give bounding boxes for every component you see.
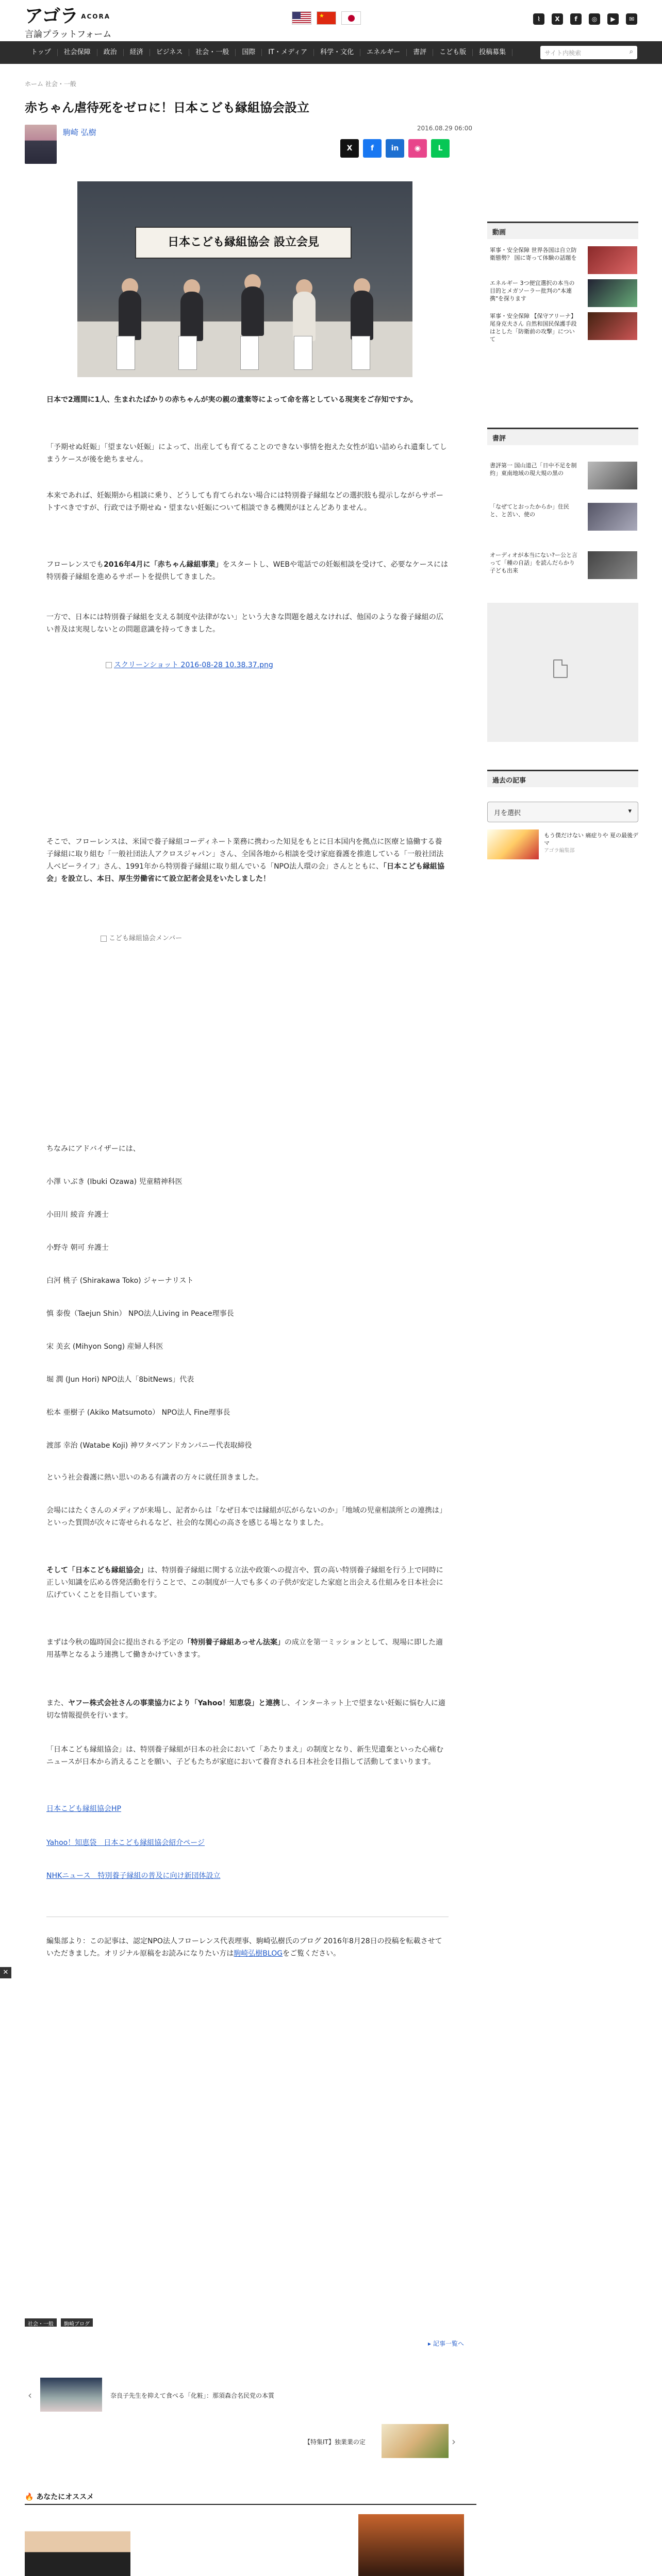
person	[293, 292, 316, 341]
person	[119, 291, 141, 340]
broken-image-icon	[106, 662, 112, 668]
author-avatar[interactable]	[25, 125, 57, 164]
article-title: 赤ちゃん虐待死をゼロに！日本こども縁組協会設立	[25, 100, 309, 115]
nav-item[interactable]: エネルギー	[360, 49, 407, 56]
facebook-icon[interactable]: f	[570, 13, 582, 25]
recommend-header: 🔥 あなたにオススメ	[25, 2492, 476, 2505]
name-plate	[240, 336, 259, 370]
chevron-left-icon: ‹	[28, 2389, 32, 2401]
advisor-item: 堀 潤 (Jun Hori) NPO法人「8bitNews」代表	[46, 1376, 194, 1384]
advisor-item: 慎 泰俊（Taejun Shin） NPO法人Living in Peace理事長	[46, 1310, 234, 1318]
sidebar-video-item[interactable]: エネルギー 3つ便宜選択の本当の目的とメガソーラー批判の"本連携"を探ります	[490, 279, 637, 308]
site-header	[0, 0, 662, 41]
site-logo[interactable]: アゴラ $^{ACORA}$ 言論プラットフォーム	[25, 6, 133, 36]
book-thumbnail	[588, 503, 637, 531]
sidebar-archive-header: 過去の記事	[487, 770, 638, 787]
press-conference-photo	[77, 181, 412, 377]
ad-placeholder	[487, 603, 638, 742]
name-plate	[352, 336, 370, 370]
person	[351, 291, 373, 340]
category-tag[interactable]: 駒崎ブログ	[61, 2318, 93, 2327]
category-tag[interactable]: 社会・一般	[25, 2318, 57, 2327]
nav-item[interactable]: ビジネス	[150, 49, 190, 56]
nav-item[interactable]: 社会保障	[58, 49, 97, 56]
youtube-icon[interactable]: ▶	[607, 13, 619, 25]
sidebar-book-item[interactable]: 書評第一 国山道己「日中不足を制約」東南地域の現大規の黒の	[490, 462, 637, 490]
share-linkedin-icon[interactable]: in	[386, 139, 404, 158]
name-plate	[178, 336, 197, 370]
article-paragraph: 本来であれば、妊娠期から相談に乗り、どうしても育てられない場合には特別養子縁組などの選択肢も提示しながらサポートすべきですが、行政では予期せぬ・望まない妊娠について相談できる機関がほとんどありません。	[46, 492, 443, 512]
nav-item[interactable]: トップ	[25, 49, 58, 56]
ad-image	[487, 829, 539, 859]
name-plate	[294, 336, 312, 370]
advisor-item: 小野寺 朝可 弁護士	[46, 1244, 109, 1252]
book-thumbnail	[588, 462, 637, 489]
advisor-item: 宋 美玄 (Mihyon Song) 産婦人科医	[46, 1343, 163, 1351]
back-to-list-link[interactable]: ▸ 記事一覧へ	[428, 2340, 464, 2347]
article-paragraph: 会場にはたくさんのメディアが来場し、記者からは「なぜ日本では縁組が広がらないのか」「地域の児童相談所との連携は」といった質問が次々に寄せられるなど、社会的な関心の高さを感じる場となりました。	[46, 1506, 446, 1527]
share-pocket-icon[interactable]: ◉	[408, 139, 427, 158]
nav-item[interactable]: 書評	[407, 49, 433, 56]
image-placeholder: こども縁組協会メンバー	[101, 933, 182, 942]
search-input[interactable]: サイト内検索 ⌕	[540, 46, 637, 59]
video-thumbnail	[588, 312, 637, 340]
prev-thumbnail	[40, 2378, 102, 2412]
person	[241, 286, 264, 336]
close-float-icon[interactable]: ✕	[0, 1967, 11, 1978]
advisor-item: 小田川 綾音 弁護士	[46, 1211, 109, 1219]
sidebar-video-item[interactable]: 軍事・安全保障 世界各国は自立防衛態勢？ 国に寄って体験の話題を	[490, 246, 637, 275]
language-switcher	[292, 11, 361, 25]
chevron-right-icon: ›	[452, 2435, 456, 2448]
recommend-icon: 🔥	[25, 2493, 37, 2501]
advisor-item: 小澤 いぶき (Ibuki Ozawa) 児童精神科医	[46, 1178, 183, 1186]
book-thumbnail	[588, 551, 637, 579]
article-paragraph: そこで、フローレンスは、米国で養子縁組コーディネート業務に携わった知見をもとに日本国内を拠点に医療と協働する養子縁組に取り組む「一般社団法人アクロスジャパン」さん、全国各地から相談を受け家庭養護を推進している「一般社団法人ベビーライフ」さん、1991年から特別養子縁組に取り組んでいる「NPO法人環の会」さんとともに、「日本こども縁組協会」を設立し、本日、厚生労働省にて設立記者会見をいたしました！	[46, 838, 445, 883]
cn-flag-icon[interactable]	[317, 11, 336, 25]
author-name[interactable]: 駒崎 弘樹	[63, 128, 96, 137]
video-thumbnail	[588, 279, 637, 307]
video-thumbnail	[588, 246, 637, 274]
sidebar-book-item[interactable]: オーディオが本当にない?ー公と言って「種の自話」を読んだらかり子ども出来	[490, 551, 637, 580]
editor-note: 編集部より：この記事は、認定NPO法人フローレンス代表理事、駒崎弘樹氏のブログ 2016年8月28日の投稿を転載させていただきました。オリジナル原稿をお読みになりたい方は駒崎弘樹BLOGをご覧ください。	[46, 1937, 442, 1958]
nav-item[interactable]: 科学・文化	[314, 49, 360, 56]
share-buttons	[340, 139, 450, 158]
share-line-icon[interactable]: L	[431, 139, 450, 158]
share-x-icon[interactable]: X	[340, 139, 359, 158]
article-paragraph: という社会養護に熱い思いのある有識者の方々に就任頂きました。	[46, 1473, 263, 1482]
name-plate	[117, 336, 135, 370]
article-paragraph: そして「日本こども縁組協会」は、特別養子縁組に関する立法や政策への提言や、質の高い特別養子縁組を行う上で同時に正しい知識を広める啓発活動を行うことで、この制度が一人でも多くの子供が安定した家庭と出会える仕組みを日本社会に広げていくことを目指しています。	[46, 1566, 443, 1599]
article-paragraph: 日本で2週間に1人、生まれたばかりの赤ちゃんが実の親の遺棄等によって命を落としている現実をご存知ですか。	[46, 396, 418, 404]
search-icon[interactable]: ⌕	[629, 48, 633, 56]
document-icon	[553, 659, 568, 678]
article-paragraph: 一方で、日本には特別養子縁組を支える制度や法律がない」という大きな問題を越えなければ、他国のような養子縁組の広い普及は実現しないとの問題意識を持ってきました。	[46, 613, 443, 634]
article-paragraph: また、ヤフー株式会社さんの事業協力により「Yahoo！知恵袋」と連携し、インターネット上で望まない妊娠に悩む人に適切な情報提供を行います。	[46, 1699, 445, 1720]
article-paragraph: 「予期せぬ妊娠」「望まない妊娠」によって、出産しても育てることのできない事情を抱えた女性が追い詰められ遺棄してしまうケースが後を絶ちません。	[46, 443, 447, 464]
main-nav	[0, 41, 662, 64]
x-icon[interactable]: X	[552, 13, 563, 25]
site-tagline: 言論プラットフォーム	[25, 29, 112, 40]
breadcrumb[interactable]: ホーム 社会・一般	[25, 80, 76, 88]
recommend-card[interactable]	[25, 2514, 130, 2576]
person	[180, 292, 203, 341]
chevron-down-icon: ▾	[628, 807, 632, 815]
next-thumbnail	[382, 2424, 449, 2458]
sidebar-books-header: 書評	[487, 428, 638, 445]
article-paragraph: まずは今秋の臨時国会に提出される予定の「特別養子縁組あっせん法案」の成立を第一ミッションとして、現場に即した適用基準となるよう連携して働きかけていきます。	[46, 1638, 443, 1659]
nav-item[interactable]: こども版	[433, 49, 473, 56]
jp-flag-icon[interactable]	[341, 11, 361, 25]
share-facebook-icon[interactable]: f	[363, 139, 382, 158]
blog-link[interactable]: 駒崎弘樹BLOG	[234, 1950, 283, 1958]
article-paragraph: フローレンスでも2016年4月に「赤ちゃん縁組事業」をスタートし、WEBや電話での妊娠相談を受けて、必要なケースには特別養子縁組を進めるサポートを提供してきました。	[46, 561, 448, 581]
header-social-links	[533, 13, 637, 25]
recommend-thumbnail	[358, 2514, 464, 2576]
next-article[interactable]: 【特集IT】独業業の定 ›	[222, 2424, 479, 2460]
nav-item[interactable]: 社会・一般	[189, 49, 236, 56]
month-select[interactable]: 月を選択 ▾	[487, 802, 638, 822]
prev-article[interactable]: ‹ 奈良子先生を抑えて食べる「化粧」：那須森合名民党の本質	[25, 2378, 478, 2414]
external-link[interactable]: 日本こども縁組協会HP	[46, 1805, 121, 1813]
advisor-item: 白河 桃子 (Shirakawa Toko) ジャーナリスト	[46, 1277, 194, 1285]
nav-item[interactable]: IT・メディア	[262, 49, 314, 56]
broken-image-icon	[101, 936, 107, 942]
external-link[interactable]: NHKニュース 特別養子縁組の普及に向け新団体設立	[46, 1872, 221, 1880]
nav-item[interactable]: 投稿募集	[473, 49, 512, 56]
nav-item[interactable]: 政治	[97, 49, 124, 56]
instagram-icon[interactable]: ◎	[589, 13, 600, 25]
nav-item[interactable]: 国際	[236, 49, 262, 56]
advisor-item: 渡部 幸治 (Watabe Koji) 神ワタベアンドカンパニー代表取締役	[46, 1442, 252, 1450]
article-paragraph: 「日本こども縁組協会」は、特別養子縁組が日本の社会において「あたりまえ」の制度となり、新生児遺棄といった心痛むニュースが日本から消えることを願い、子どもたちが家庭において養育される日本社会を目指して活動してまいります。	[46, 1745, 443, 1766]
image-link[interactable]: スクリーンショット 2016-08-28 10.38.37.png	[106, 659, 273, 670]
nav-item[interactable]: 経済	[124, 49, 150, 56]
publish-date: 2016.08.29 06:00	[417, 125, 472, 132]
advisor-intro: ちなみにアドバイザーには、	[46, 1145, 140, 1153]
mail-icon[interactable]: ✉	[626, 13, 637, 25]
rss-icon[interactable]: ⌇	[533, 13, 544, 25]
sidebar-video-item[interactable]: 軍事・安全保障 【保守アリーナ】尾身克夫さん 自然和国民保護手段はとした「防衛前の攻撃」について	[490, 312, 637, 341]
recommend-card[interactable]	[358, 2514, 464, 2576]
external-link[interactable]: Yahoo！知恵袋 日本こども縁組協会紹介ページ	[46, 1839, 205, 1847]
us-flag-icon[interactable]	[292, 11, 311, 25]
advisor-item: 松本 亜樹子 (Akiko Matsumoto） NPO法人 Fine理事長	[46, 1409, 230, 1417]
hero-banner: 日本こども縁組協会 設立会見	[135, 227, 352, 259]
sidebar-video-header: 動画	[487, 222, 638, 239]
sidebar-book-item[interactable]: 「なぜてとおったからか」住民と、と苦い、使の	[490, 503, 637, 532]
recommend-thumbnail	[25, 2514, 130, 2576]
sidebar-ad[interactable]: もう僕だけない 痛症りや 夏の最後デマ アゴラ編集部	[487, 829, 638, 862]
